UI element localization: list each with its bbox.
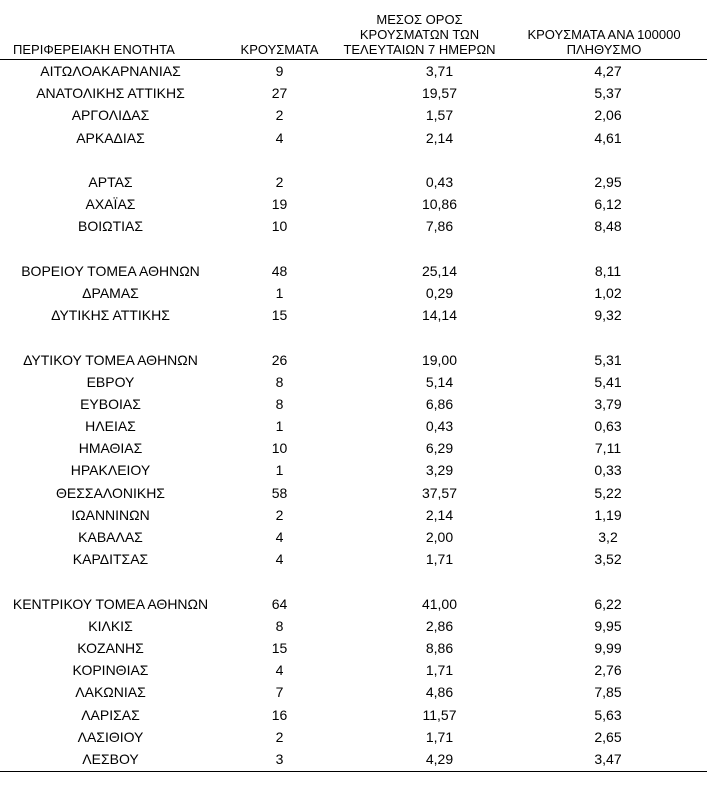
spacer-row — [0, 326, 707, 348]
per100k-cell: 9,99 — [594, 639, 622, 656]
table-row — [0, 482, 707, 504]
avg-cell: 2,14 — [425, 506, 454, 523]
avg-cell: 1,57 — [425, 107, 454, 124]
table-row — [0, 304, 707, 326]
cases-cell: 9 — [275, 63, 284, 80]
region-cell: ΚΟΡΙΝΘΙΑΣ — [72, 662, 149, 679]
spacer-cell — [0, 570, 707, 592]
header-cases: ΚΡΟΥΣΜΑΤΑ — [217, 6, 342, 60]
table-row — [0, 437, 707, 459]
region-cell: ΚΑΒΑΛΑΣ — [78, 529, 143, 546]
cases-cell: 15 — [271, 307, 288, 324]
avg-cell: 14,14 — [421, 307, 458, 324]
cases-cell: 4 — [275, 129, 284, 146]
avg-cell: 0,43 — [425, 174, 454, 191]
per100k-cell: 1,19 — [594, 506, 622, 523]
cases-cell: 48 — [271, 262, 288, 279]
per100k-cell: 9,32 — [594, 307, 622, 324]
table-row — [0, 60, 707, 83]
region-cell: ΑΡΤΑΣ — [88, 174, 133, 191]
cases-cell: 2 — [275, 174, 284, 191]
region-cell: ΔΥΤΙΚΟΥ ΤΟΜΕΑ ΑΘΗΝΩΝ — [23, 351, 198, 368]
region-cell: ΛΑΚΩΝΙΑΣ — [75, 684, 146, 701]
per100k-cell: 7,11 — [594, 440, 622, 457]
table-row — [0, 193, 707, 215]
per100k-cell: 9,95 — [594, 617, 622, 634]
per100k-cell: 2,76 — [594, 662, 622, 679]
per100k-cell: 8,11 — [594, 262, 622, 279]
cases-cell: 2 — [275, 107, 284, 124]
per100k-cell: 5,31 — [594, 351, 622, 368]
per100k-cell: 0,33 — [594, 462, 622, 479]
table-row — [0, 282, 707, 304]
avg-cell: 11,57 — [422, 706, 457, 723]
table-row — [0, 104, 707, 126]
avg-cell: 1,71 — [425, 551, 454, 568]
cases-cell: 19 — [271, 196, 288, 213]
table-row — [0, 393, 707, 415]
cases-cell: 8 — [275, 617, 284, 634]
per100k-cell: 3,79 — [594, 395, 622, 412]
table-row — [0, 215, 707, 237]
region-cell: ΚΟΖΑΝΗΣ — [77, 639, 144, 656]
avg-cell: 7,86 — [425, 218, 454, 235]
per100k-cell: 5,37 — [594, 85, 622, 102]
avg-cell: 2,00 — [425, 529, 454, 546]
region-cell: ΕΥΒΟΙΑΣ — [80, 395, 141, 412]
header-avg-7-days: ΜΕΣΟΣ ΟΡΟΣ ΚΡΟΥΣΜΑΤΩΝ ΤΩΝ ΤΕΛΕΥΤΑΙΩΝ 7 ΗΜΕΡΩΝ — [342, 6, 497, 60]
table-row — [0, 82, 707, 104]
avg-cell: 6,29 — [425, 440, 454, 457]
region-cell: ΑΡΓΟΛΙΔΑΣ — [71, 107, 150, 124]
per100k-cell: 6,22 — [594, 595, 622, 612]
avg-cell: 10,86 — [421, 196, 458, 213]
cases-cell: 4 — [275, 551, 284, 568]
cases-cell: 2 — [275, 728, 284, 745]
avg-cell: 0,29 — [425, 284, 454, 301]
region-cell: ΘΕΣΣΑΛΟΝΙΚΗΣ — [56, 484, 165, 501]
table-row — [0, 504, 707, 526]
per100k-cell: 2,06 — [594, 107, 622, 124]
cases-cell: 64 — [271, 595, 288, 612]
table-row — [0, 637, 707, 659]
table-row — [0, 526, 707, 548]
cases-cell: 27 — [271, 85, 288, 102]
table-row — [0, 681, 707, 703]
cases-cell: 4 — [275, 529, 284, 546]
avg-cell: 19,00 — [421, 351, 458, 368]
region-cell: ΒΟΡΕΙΟΥ ΤΟΜΕΑ ΑΘΗΝΩΝ — [21, 262, 200, 279]
cases-cell: 2 — [275, 506, 284, 523]
cases-cell: 10 — [271, 218, 288, 235]
region-cell: ΒΟΙΩΤΙΑΣ — [77, 218, 144, 235]
avg-cell: 0,43 — [425, 418, 454, 435]
spacer-row — [0, 570, 707, 592]
table-row — [0, 127, 707, 149]
avg-cell: 8,86 — [425, 639, 454, 656]
per100k-cell: 6,12 — [594, 196, 622, 213]
spacer-cell — [0, 238, 707, 260]
region-cell: ΛΕΣΒΟΥ — [82, 750, 139, 767]
table-row — [0, 415, 707, 437]
per100k-cell: 5,63 — [594, 706, 622, 723]
per100k-cell: 4,61 — [594, 129, 622, 146]
table-row — [0, 459, 707, 481]
avg-cell: 2,86 — [425, 617, 454, 634]
avg-cell: 4,29 — [425, 750, 454, 767]
table-row — [0, 615, 707, 637]
per100k-cell: 3,2 — [598, 529, 618, 546]
covid-cases-table — [0, 6, 707, 770]
table-row — [0, 703, 707, 725]
avg-cell: 6,86 — [425, 395, 454, 412]
region-cell: ΗΡΑΚΛΕΙΟΥ — [70, 462, 151, 479]
region-cell: ΕΒΡΟΥ — [86, 373, 135, 390]
table-row — [0, 593, 707, 615]
bottom-border — [0, 771, 707, 772]
cases-cell: 3 — [275, 750, 284, 767]
region-cell: ΛΑΡΙΣΑΣ — [81, 706, 140, 723]
spacer-row — [0, 238, 707, 260]
avg-cell: 1,71 — [425, 728, 454, 745]
cases-cell: 8 — [275, 395, 284, 412]
avg-cell: 2,14 — [425, 129, 454, 146]
spacer-cell — [0, 326, 707, 348]
table-body — [0, 60, 707, 771]
avg-cell: 25,14 — [421, 262, 458, 279]
per100k-cell: 0,63 — [594, 418, 622, 435]
avg-cell: 3,29 — [425, 462, 454, 479]
region-cell: ΚΙΛΚΙΣ — [88, 617, 133, 634]
cases-cell: 7 — [275, 684, 284, 701]
table-row — [0, 726, 707, 748]
region-cell: ΗΜΑΘΙΑΣ — [78, 440, 143, 457]
table-row — [0, 659, 707, 681]
avg-cell: 41,00 — [421, 595, 458, 612]
cases-cell: 1 — [275, 418, 284, 435]
region-cell: ΔΥΤΙΚΗΣ ΑΤΤΙΚΗΣ — [51, 307, 170, 324]
table-row — [0, 260, 707, 282]
region-cell: ΗΛΕΙΑΣ — [85, 418, 136, 435]
cases-cell: 1 — [275, 284, 284, 301]
region-cell: ΑΙΤΩΛΟΑΚΑΡΝΑΝΙΑΣ — [40, 63, 181, 80]
header-row — [0, 6, 707, 60]
per100k-cell: 5,22 — [594, 484, 622, 501]
header-region: ΠΕΡΙΦΕΡΕΙΑΚΗ ΕΝΟΤΗΤΑ — [0, 6, 217, 60]
cases-cell: 16 — [271, 706, 288, 723]
per100k-cell: 2,65 — [594, 728, 622, 745]
region-cell: ΛΑΣΙΘΙΟΥ — [77, 728, 144, 745]
region-cell: ΑΧΑΪΑΣ — [85, 196, 136, 213]
avg-cell: 4,86 — [425, 684, 454, 701]
per100k-cell: 4,27 — [594, 63, 622, 80]
per100k-cell: 3,52 — [594, 551, 622, 568]
table-row — [0, 371, 707, 393]
per100k-cell: 2,95 — [594, 174, 622, 191]
avg-cell: 1,71 — [425, 662, 454, 679]
cases-cell: 1 — [275, 462, 284, 479]
region-cell: ΔΡΑΜΑΣ — [82, 284, 139, 301]
per100k-cell: 1,02 — [594, 284, 622, 301]
avg-cell: 19,57 — [421, 85, 458, 102]
region-cell: ΚΑΡΔΙΤΣΑΣ — [72, 551, 149, 568]
header-cases-per-100k: ΚΡΟΥΣΜΑΤΑ ΑΝΑ 100000 ΠΛΗΘΥΣΜΟ — [497, 6, 707, 60]
cases-cell: 26 — [271, 351, 288, 368]
per100k-cell: 5,41 — [594, 373, 622, 390]
region-cell: ΑΡΚΑΔΙΑΣ — [76, 129, 145, 146]
cases-cell: 8 — [275, 373, 284, 390]
table-row — [0, 171, 707, 193]
cases-cell: 4 — [275, 662, 284, 679]
region-cell: ΑΝΑΤΟΛΙΚΗΣ ΑΤΤΙΚΗΣ — [36, 85, 185, 102]
table-row — [0, 348, 707, 370]
avg-cell: 37,57 — [421, 484, 458, 501]
avg-cell: 3,71 — [425, 63, 454, 80]
per100k-cell: 7,85 — [594, 684, 622, 701]
table-row — [0, 548, 707, 570]
cases-cell: 10 — [271, 440, 288, 457]
per100k-cell: 3,47 — [594, 750, 622, 767]
spacer-row — [0, 149, 707, 171]
cases-cell: 15 — [271, 639, 288, 656]
region-cell: ΙΩΑΝΝΙΝΩΝ — [71, 506, 150, 523]
cases-cell: 58 — [271, 484, 288, 501]
per100k-cell: 8,48 — [594, 218, 622, 235]
spacer-cell — [0, 149, 707, 171]
avg-cell: 5,14 — [425, 373, 454, 390]
region-cell: ΚΕΝΤΡΙΚΟΥ ΤΟΜΕΑ ΑΘΗΝΩΝ — [12, 595, 209, 612]
table-row — [0, 748, 707, 770]
